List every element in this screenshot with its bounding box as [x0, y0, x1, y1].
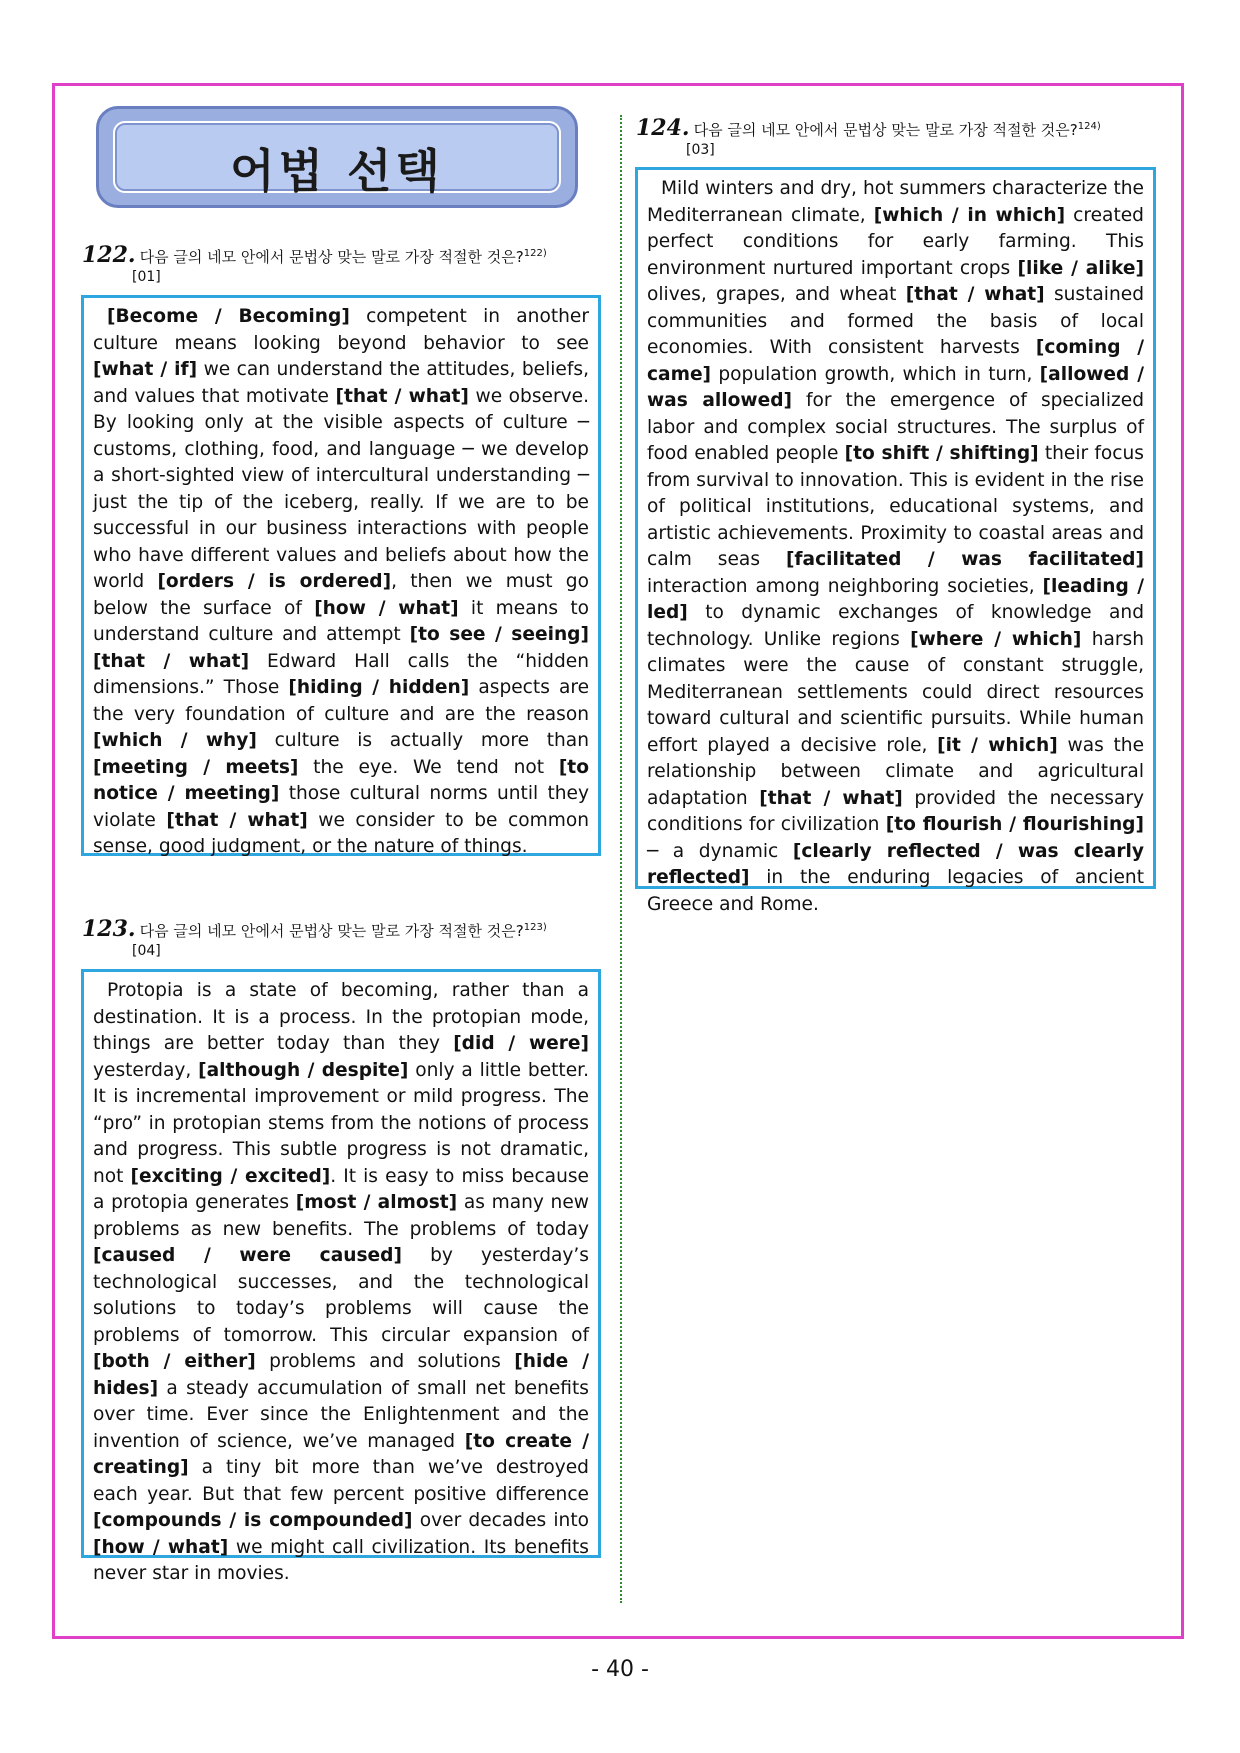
question-122-header	[82, 243, 602, 286]
question-123-header	[82, 917, 602, 960]
answer-choice: [meeting / meets]	[93, 756, 299, 778]
answer-choice: [that / what]	[166, 809, 308, 831]
question-number: 124.	[636, 115, 690, 141]
section-title-badge	[96, 106, 578, 208]
answer-choice: [hiding / hidden]	[288, 677, 470, 698]
answer-choice: [how / what]	[314, 597, 459, 619]
answer-choice: [although / despite]	[198, 1059, 409, 1081]
answer-choice: [caused / were caused]	[93, 1245, 402, 1266]
answer-choice: [that / what]	[335, 385, 469, 407]
question-prompt: 다음 글의 네모 안에서 문법상 맞는 말로 가장 적절한 것은?	[693, 121, 1078, 139]
answer-choice: [hide / hides]	[93, 1351, 589, 1399]
answer-choice: [leading / led]	[647, 575, 1144, 623]
question-number: 123.	[82, 916, 136, 942]
answer-choice: [coming / came]	[647, 337, 1144, 385]
page-number: - 40 -	[591, 1657, 649, 1682]
answer-choice: [it / which]	[937, 734, 1058, 756]
answer-choice: [to shift / shifting]	[844, 443, 1039, 464]
answer-choice: [that / what]	[759, 787, 903, 809]
answer-choice: [facilitated / was facilitated]	[785, 549, 1144, 570]
footnote-marker: 122)	[523, 248, 547, 259]
question-number: 122.	[82, 242, 136, 268]
question-code: [04]	[132, 943, 161, 959]
footnote-marker: 124)	[1077, 121, 1101, 132]
answer-choice: [to notice / meeting]	[93, 756, 589, 804]
answer-choice: [most / almost]	[295, 1192, 458, 1213]
column-divider	[620, 115, 622, 1603]
answer-choice: [both / either]	[93, 1351, 256, 1372]
answer-choice: [Become / Becoming]	[107, 306, 350, 327]
section-title-inner	[113, 121, 561, 198]
question-code: [03]	[686, 142, 715, 158]
answer-choice: [allowed / was allowed]	[647, 363, 1144, 411]
footnote-marker: 123)	[523, 922, 547, 933]
answer-choice: [like / alike]	[1017, 257, 1144, 279]
answer-choice: [that / what]	[905, 284, 1045, 305]
answer-choice: [which / why]	[93, 730, 257, 751]
answer-choice: [orders / is ordered]	[157, 571, 392, 592]
answer-choice: [to flourish / flourishing]	[885, 814, 1144, 835]
answer-choice: [where / which]	[910, 628, 1082, 650]
question-prompt: 다음 글의 네모 안에서 문법상 맞는 말로 가장 적절한 것은?	[139, 248, 524, 266]
answer-choice: [clearly reflected / was clearly reflected]	[647, 840, 1144, 888]
question-code: [01]	[132, 269, 161, 285]
answer-choice: [exciting / excited]	[130, 1165, 331, 1187]
answer-choice: [how / what]	[93, 1536, 229, 1558]
answer-choice: [which / in which]	[873, 204, 1066, 226]
question-124-header	[636, 116, 1156, 159]
question-124-passage: Mild winters and dry, hot summers characterize the Mediterranean climate, [which / in which] created perfect conditions for early farming. This environment nurtured important crops [like / alike] olives, grapes, and wheat [that / what] sustained communities and formed the basis of local economies. With consistent harvests [coming / came] population growth, which in turn, [allowed / was allowed] for the emergence of specialized labor and complex social structures. The surplus of food enabled people [to shift / shifting] their focus from survival to innovation. This is evident in the rise of political institutions, educational systems, and artistic achievements. Proximity to coastal areas and calm seas [facilitated / was facilitated] interaction among neighboring societies, [leading / led] to dynamic exchanges of knowledge and technology. Unlike regions [where / which] harsh climates were the cause of constant struggle, Mediterranean settlements could direct resources toward cultural and scientific pursuits. While human effort played a decisive role, [it / which] was the relationship between climate and agricultural adaptation [that / what] provided the necessary conditions for civilization [to flourish / flourishing] ─ a dynamic [clearly reflected / was clearly reflected] in the enduring legacies of ancient Greece and Rome.	[635, 167, 1156, 889]
answer-choice: [to see / seeing]	[409, 624, 589, 645]
answer-choice: [to create / creating]	[93, 1430, 590, 1478]
section-title: 어법 선택	[230, 144, 444, 198]
answer-choice: [that / what]	[93, 650, 250, 672]
answer-choice: [compounds / is compounded]	[93, 1510, 413, 1531]
question-122-passage: [Become / Becoming] competent in another culture means looking beyond behavior to see [what / if] we can understand the attitudes, beliefs, and values that motivate [that / what] we observe. By looking only at the visible aspects of culture ─ customs, clothing, food, and language ─ we develop a short-sighted view of intercultural understanding ─ just the tip of the iceberg, really. If we are to be successful in our business interactions with people who have different values and beliefs about how the world [orders / is ordered], then we must go below the surface of [how / what] it means to understand culture and attempt [to see / seeing] [that / what] Edward Hall calls the “hidden dimensions.” Those [hiding / hidden] aspects are the very foundation of culture and are the reason [which / why] culture is actually more than [meeting / meets] the eye. We tend not [to notice / meeting] those cultural norms until they violate [that / what] we consider to be common sense, good judgment, or the nature of things.	[81, 295, 601, 856]
question-prompt: 다음 글의 네모 안에서 문법상 맞는 말로 가장 적절한 것은?	[139, 922, 524, 940]
answer-choice: [did / were]	[453, 1033, 590, 1054]
question-123-passage: Protopia is a state of becoming, rather than a destination. It is a process. In the protopian mode, things are better today than they [did / were] yesterday, [although / despite] only a little better. It is incremental improvement or mild progress. The “pro” in protopian stems from the notions of process and progress. This subtle progress is not dramatic, not [exciting / excited]. It is easy to miss because a protopia generates [most / almost] as many new problems as new benefits. The problems of today [caused / were caused] by yesterday’s technological successes, and the technological solutions to today’s problems will cause the problems of tomorrow. This circular expansion of [both / either] problems and solutions [hide / hides] a steady accumulation of small net benefits over time. Ever since the Enlightenment and the invention of science, we’ve managed [to create / creating] a tiny bit more than we’ve destroyed each year. But that few percent positive difference [compounds / is compounded] over decades into [how / what] we might call civilization. Its benefits never star in movies.	[81, 969, 601, 1558]
answer-choice: [what / if]	[93, 359, 198, 380]
